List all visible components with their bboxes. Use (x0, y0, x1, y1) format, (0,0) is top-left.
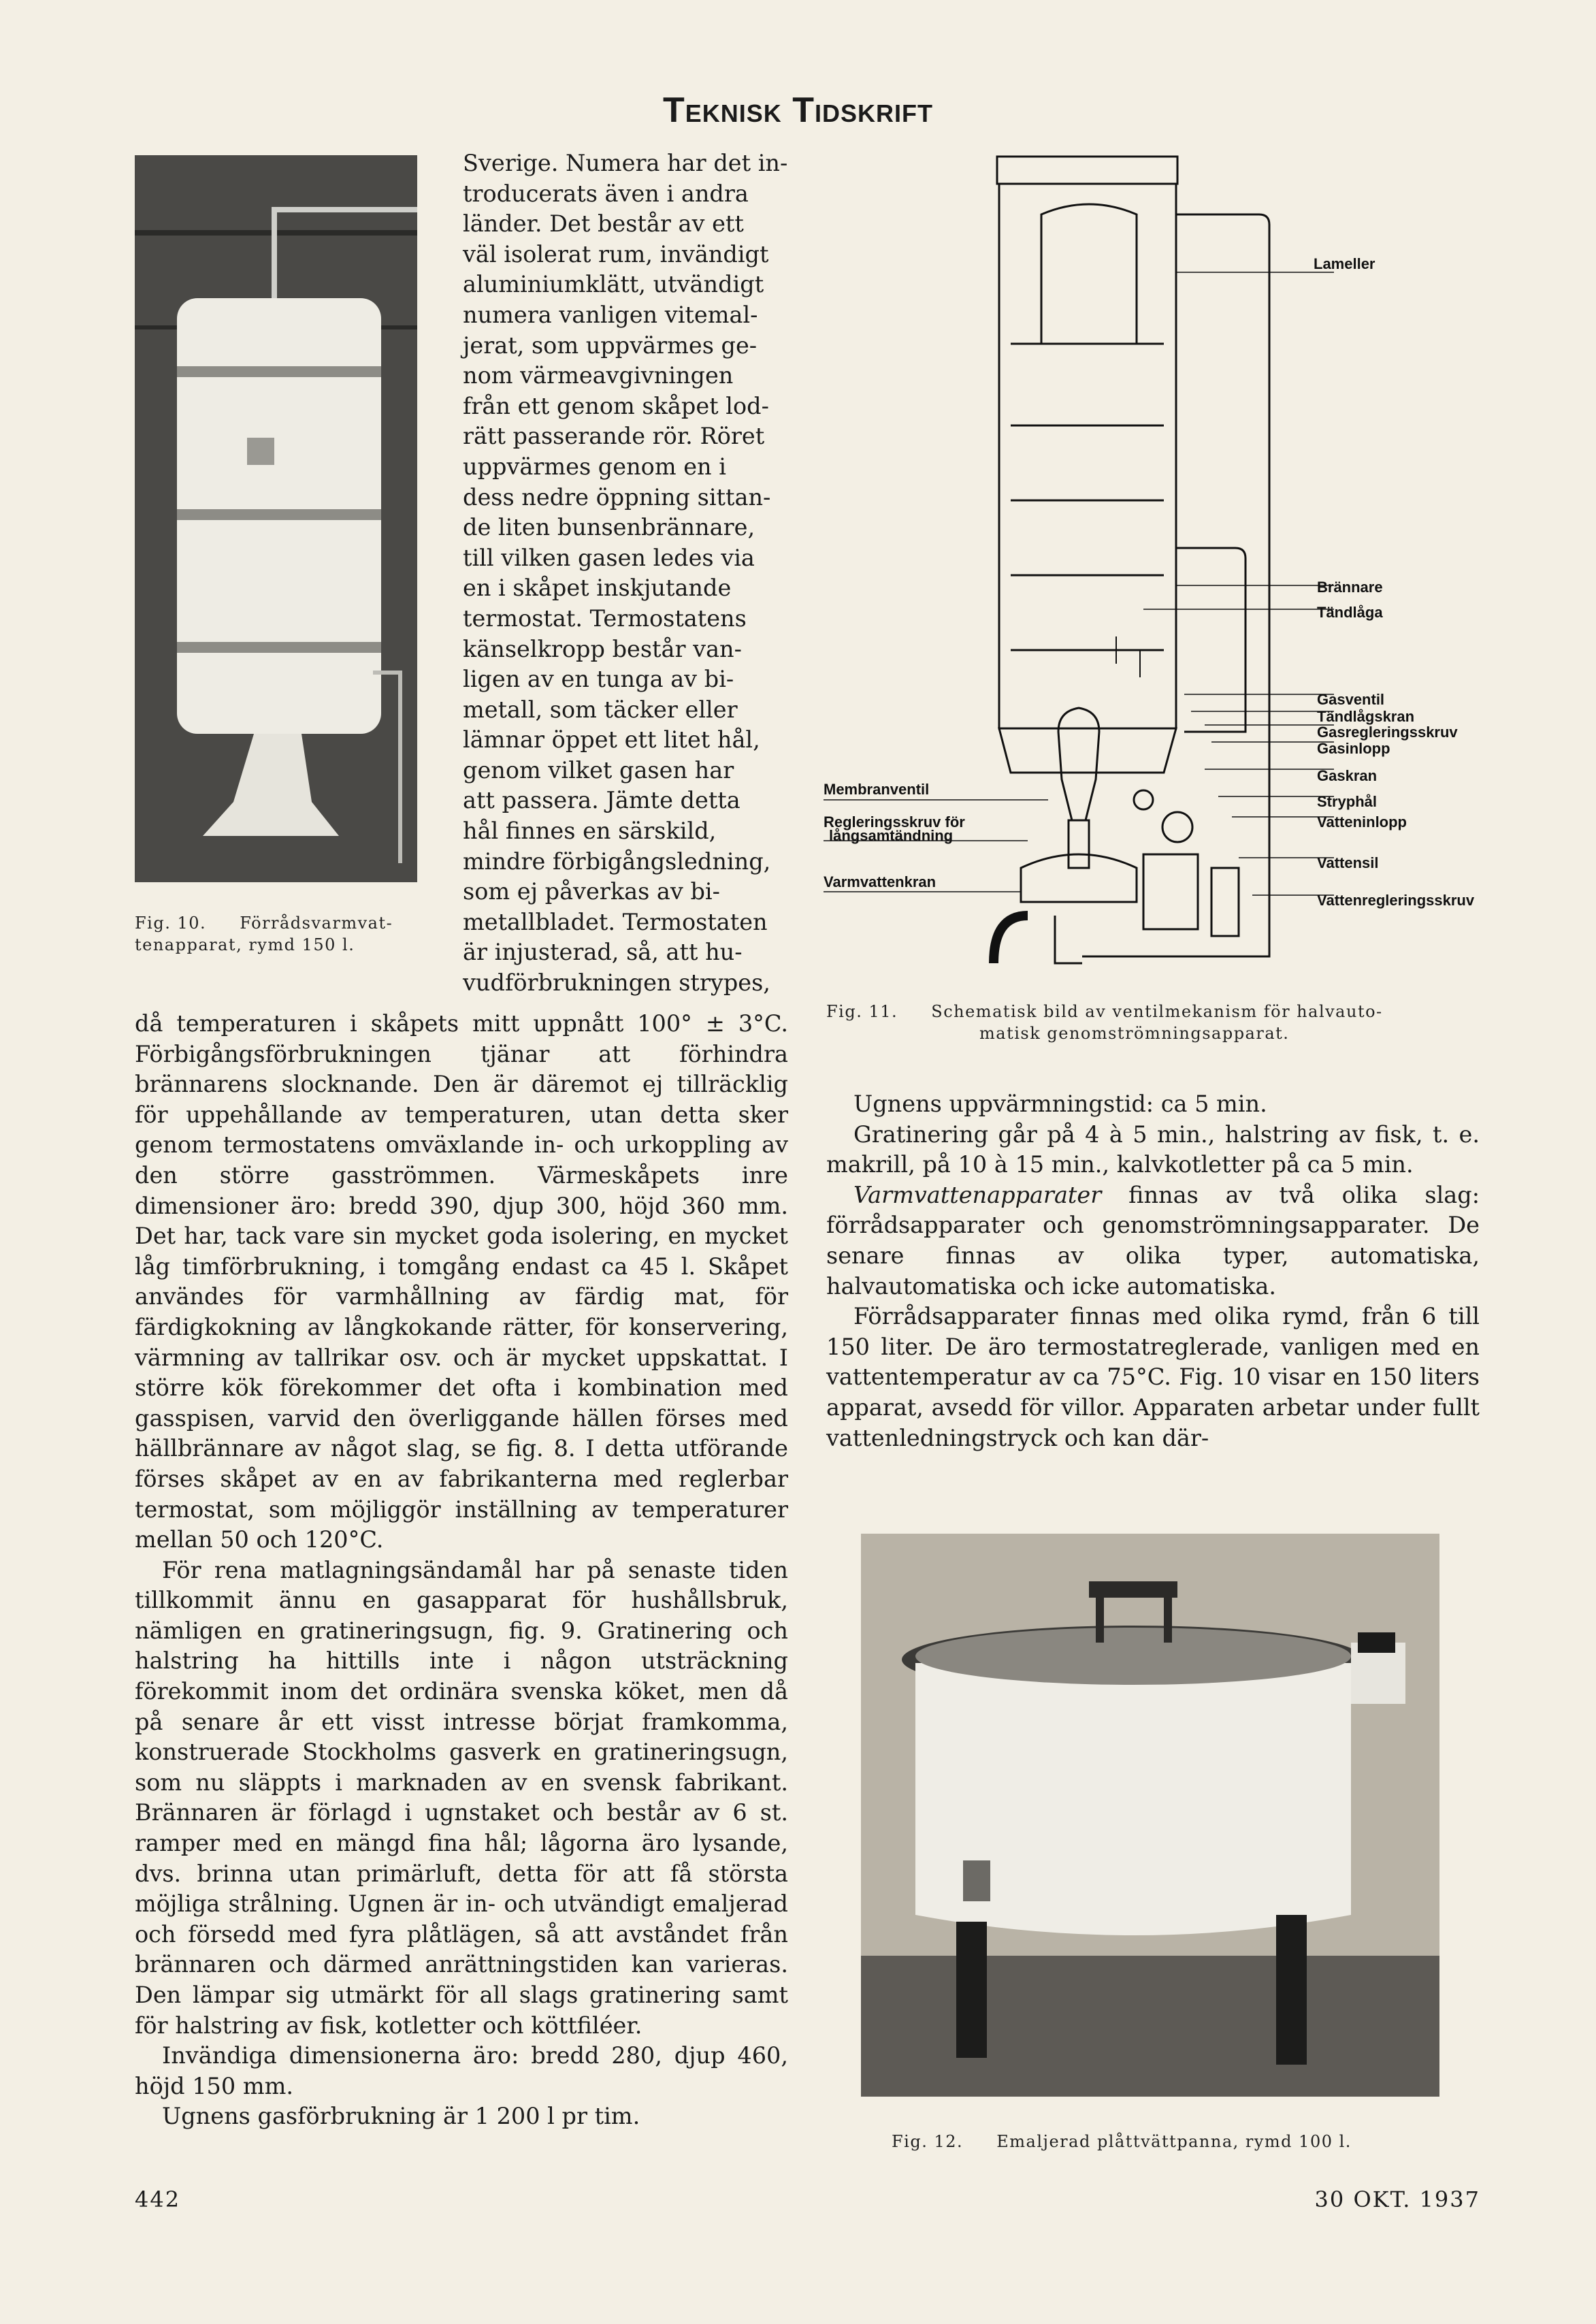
text-line: troducerats även i andra (463, 180, 749, 207)
text-line: de liten bunsenbrännare, (463, 514, 755, 541)
figure-11-caption-line2: matisk genomströmningsapparat. (979, 1024, 1290, 1043)
text-line: rätt passerande rör. Röret (463, 423, 765, 450)
figure-10-photo (135, 155, 417, 882)
text-line: uppvärmes genom en i (463, 453, 727, 480)
paragraph: Gratinering går på 4 à 5 min., halstring av fisk, t. e. makrill, på 10 à 15 min., kalvkotletter på ca 5 min. (826, 1120, 1480, 1178)
narrow-column-text (463, 148, 788, 999)
figure-12-caption (892, 2131, 1436, 2152)
emphasized-term: Varmvattenapparater (853, 1181, 1102, 1208)
text-line: att passera. Jämte detta (463, 787, 740, 814)
text-line: dess nedre öppning sittan- (463, 483, 771, 511)
burner-housing (1058, 708, 1099, 820)
heater-body (999, 184, 1176, 728)
water-pipe-mid (1176, 548, 1245, 732)
text-line: är injusterad, så, att hu- (463, 939, 743, 966)
heater-bottom (999, 728, 1176, 773)
hot-water-tap (1055, 916, 1082, 963)
membrane-valve (1021, 854, 1137, 902)
label-vatteninlopp: Vatteninlopp (1317, 813, 1407, 830)
label-regleringsskruv-1: Regleringsskruv för (824, 813, 965, 830)
paragraph: Förrådsapparater finnas med olika rymd, från 6 till 150 liter. De äro termostatreglerade, vanligen med en vattentemperatur av ca 75°C. Fig. 10 visar en 150 liters apparat, avsedd för villor. Apparaten arbetar under fullt vattenledningstryck och kan där- (826, 1303, 1480, 1451)
label-membranventil: Membranventil (824, 781, 930, 798)
text-line: Sverige. Numera har det in- (463, 150, 788, 176)
figure-11-number: Fig. 11. (826, 1002, 898, 1021)
page-header: Teknisk Tidskrift (663, 91, 933, 130)
label-stryphal: Stryphål (1317, 793, 1378, 810)
paragraph: Ugnens uppvärmningstid: ca 5 min. (853, 1091, 1267, 1117)
label-lameller: Lameller (1314, 255, 1375, 272)
paragraph: då temperaturen i skåpets mitt uppnått 100° ± 3°C. Förbigångsförbrukningen tjänar att förhindra brännarens slocknande. Den är däremot ej tillräcklig för uppehållande av temperaturen, utan detta sker genom termostatens omväxlande in- och urkoppling av den större gasströmmen. Värmeskåpets inre dimensioner äro: bredd 390, djup 300, höjd 360 mm. Det har, tack vare sin mycket goda isolering, en mycket låg timförbrukning, i tomgång endast ca 45 l. Skåpet användes för varmhållning av färdig mat, för färdigkokning av långkokande rätter, för konservering, värmning av tallrikar osv. och är mycket uppskattat. I större kök förekommer det ofta i kombination med gasspisen, varvid den överliggande hällen förses med hällbrännare av något slag, se fig. 8. I detta utförande förses skåpet av en av fabrikanterna med reglerbar termostat, som möjliggör inställning av temperaturer mellan 50 och 120°C. (135, 1010, 788, 1553)
right-column-text (826, 1089, 1480, 1453)
text-line: genom vilket gasen har (463, 756, 734, 784)
text-line: lämnar öppet ett litet hål, (463, 726, 760, 754)
text-line: aluminiumklätt, utvändigt (463, 271, 764, 298)
left-column-text (135, 1009, 788, 2132)
text-line: mindre förbigångsledning, (463, 848, 771, 875)
text-line: känselkropp består van- (463, 635, 742, 662)
figure-11-schematic (824, 146, 1477, 977)
label-regleringsskruv-2: långsamtändning (829, 827, 954, 844)
label-varmvattenkran: Varmvattenkran (824, 873, 937, 890)
figure-10-caption (135, 912, 434, 956)
figure-10-caption-line1: Förrådsvarmvat- (240, 914, 393, 933)
hot-water-spout (994, 916, 1028, 963)
heat-exchanger-top (1041, 204, 1137, 344)
text-line: hål finnes en särskild, (463, 818, 717, 845)
label-vattensil: Vattensil (1317, 854, 1379, 871)
figure-11-caption (826, 1001, 1480, 1044)
label-tandlagskran: Tändlågskran (1317, 708, 1415, 725)
text-line: metallbladet. Termostaten (463, 908, 768, 935)
paragraph-rest: finnas av två olika slag: förrådsapparater och genomströmningsapparater. De senare finnas av olika typer, automatiska, halvautomatiska och icke automatiska. (826, 1181, 1480, 1300)
label-gasventil: Gasventil (1317, 691, 1385, 708)
paragraph: Ugnens gasförbrukning är 1 200 l pr tim. (162, 2103, 640, 2130)
figure-10-caption-line2: tenapparat, rymd 150 l. (135, 935, 355, 954)
water-heater-illustration (135, 155, 417, 882)
figure-10-number: Fig. 10. (135, 914, 207, 933)
text-line: länder. Det består av ett (463, 210, 744, 238)
text-line: termostat. Termostatens (463, 604, 747, 632)
gas-cock (1162, 812, 1192, 842)
label-gaskran: Gaskran (1317, 767, 1378, 784)
text-line: väl isolerat rum, invändigt (463, 240, 769, 268)
label-gasregleringsskruv: Gasregleringsskruv (1317, 724, 1458, 741)
page-number: 442 (135, 2186, 181, 2212)
text-line: vudförbrukningen strypes, (463, 969, 770, 997)
paragraph: För rena matlagningsändamål har på senaste tiden tillkommit ännu en gasapparat för hushållsbruk, nämligen en gratineringsugn, fig. 9. Gratinering och halstring ha hittills inte i någon utsträckning förekommit inom det ordinära svenska köket, men då på senare år ett visst intresse börjat framkomma, konstruerade Stockholms gasverk en gratineringsugn, som nu släppts i marknaden av en svensk fabrikant. Brännaren är förlagd i ugnstaket och består av 6 st. ramper med en mängd fina hål; lågorna äro lysande, dvs. brinna utan primärluft, detta för att få största möjliga strålning. Ugnen är in- och utvändigt emaljerad och försedd med fyra plåtlägen, så att avståndet från brännaren och därmed anrättningstiden kan varieras. Den lämpar sig utmärkt för all slags gratinering samt för halstring av fisk, kotletter och köttfiléer. (135, 1556, 788, 2039)
text-line: som ej påverkas av bi- (463, 878, 720, 905)
label-tandlaga: Tändlåga (1317, 604, 1383, 621)
text-line: en i skåpet inskjutande (463, 575, 732, 602)
text-line: jerat, som uppvärmes ge- (463, 332, 758, 359)
water-inlet-body (1143, 854, 1198, 929)
figure-12-photo (861, 1534, 1439, 2097)
issue-date: 30 OKT. 1937 (1314, 2186, 1480, 2212)
text-line: nom värmeavgivningen (463, 362, 734, 389)
figure-12-number: Fig. 12. (892, 2132, 964, 2151)
text-line: ligen av en tunga av bi- (463, 666, 734, 693)
text-line: till vilken gasen ledes via (463, 544, 755, 571)
heater-top (997, 157, 1177, 184)
text-line: metall, som täcker eller (463, 696, 738, 723)
text-line: numera vanligen vitemal- (463, 301, 758, 328)
paragraph: Invändiga dimensionerna äro: bredd 280, djup 460, höjd 150 mm. (135, 2042, 788, 2099)
figure-12-caption-text: Emaljerad plåttvättpanna, rymd 100 l. (996, 2132, 1352, 2151)
wash-boiler-illustration (861, 1534, 1439, 2097)
label-vattenregleringsskruv: Vattenregleringsskruv (1317, 892, 1475, 909)
text-line: från ett genom skåpet lod- (463, 392, 769, 419)
label-brannare: Brännare (1317, 579, 1383, 596)
label-gasinlopp: Gasinlopp (1317, 740, 1390, 757)
figure-11-caption-line1: Schematisk bild av ventilmekanism för halvauto- (931, 1002, 1383, 1021)
paragraph (826, 1180, 1480, 1302)
